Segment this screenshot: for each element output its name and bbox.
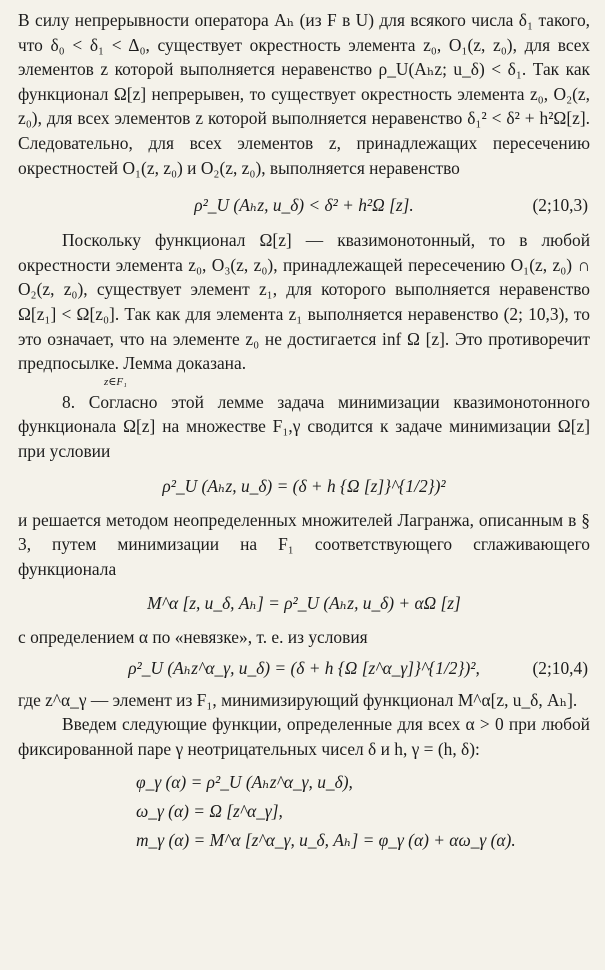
formula-smoothing-functional-body: M^α [z, u_δ, Aₕ] = ρ²_U (Aₕz, u_δ) + αΩ [z] xyxy=(147,593,461,614)
formula-constraint-body: ρ²_U (Aₕz, u_δ) = (δ + h {Ω [z]}^{1/2})² xyxy=(162,475,446,496)
paragraph-functions-intro: Введем следующие функции, определенные для всех α > 0 при любой фиксированной паре γ неотрицательных чисел δ и h, γ = (h, δ): xyxy=(18,714,590,760)
paragraph-minimizer: где z^α_γ — элемент из F₁, минимизирующий функционал M^α[z, u_δ, Aₕ]. xyxy=(18,689,578,710)
definition-m: m_γ (α) = M^α [z^α_γ, u_δ, Aₕ] = φ_γ (α) + αω_γ (α). xyxy=(136,829,516,850)
page-text xyxy=(18,8,590,855)
formula-constraint xyxy=(18,470,590,502)
formula-2-10-3 xyxy=(18,188,590,222)
inf-subscript: z∈F₁ xyxy=(104,375,127,388)
formula-smoothing-functional xyxy=(18,587,590,619)
formula-2-10-4-body: ρ²_U (Aₕz^α_γ, u_δ) = (δ + h {Ω [z^α_γ]}^{1/2})², xyxy=(128,657,480,678)
equation-number-2-10-4: (2;10,4) xyxy=(532,657,588,678)
formula-2-10-4 xyxy=(18,652,590,684)
paragraph-discrepancy: с определением α по «невязке», т. е. из условия xyxy=(18,627,368,648)
equation-number-2-10-3: (2;10,3) xyxy=(532,195,588,216)
paragraph-quasimonotone: Поскольку функционал Ω[z] — квазимонотонный, то в любой окрестности элемента z₀, O₃(z, z₀), принадлежащей пересечению O₁(z, z₀) ∩ O₂(z, z₀), существует элемент z₁, для которого выполняется неравенство Ω[z₁] < Ω[z₀]. Так как для элемента z₁ выполняется неравенство (2; 10,3), то это означает, что на элементе z₀ не достигается inf Ω [z]. Это противоречит предпосылке. Лемма доказана. xyxy=(18,230,590,374)
definition-phi: φ_γ (α) = ρ²_U (Aₕz^α_γ, u_δ), xyxy=(136,771,353,792)
definition-omega: ω_γ (α) = Ω [z^α_γ], xyxy=(136,800,283,821)
function-definitions xyxy=(136,768,590,855)
paragraph-section-8: 8. Согласно этой лемме задача минимизации квазимонотонного функционала Ω[z] на множестве F₁,γ сводится к задаче минимизации Ω[z] при условии xyxy=(18,391,590,461)
paragraph-continuity: В силу непрерывности оператора Aₕ (из F в U) для всякого числа δ₁ такого, что δ₀ < δ₁ < Δ₀, существует окрестность элемента z₀, O₁(z, z₀), для всех элементов z которой выполняется неравенство ρ_U(Aₕz; u_δ) < δ₁. Так как функционал Ω[z] непрерывен, то существует окрестность элемента z₀, O₂(z, z₀), для всех элементов z которой выполняется неравенство δ₁² < δ² + h²Ω[z]. Следовательно, для всех элементов z, принадлежащих пересечению окрестностей O₁(z, z₀) и O₂(z, z₀), выполняется неравенство xyxy=(18,10,590,178)
paragraph-lagrange: и решается методом неопределенных множителей Лагранжа, описанным в § 3, путем минимизации на F₁ соответствующего сглаживающего функционала xyxy=(18,509,590,579)
formula-2-10-3-body: ρ²_U (Aₕz, u_δ) < δ² + h²Ω [z]. xyxy=(194,195,414,216)
